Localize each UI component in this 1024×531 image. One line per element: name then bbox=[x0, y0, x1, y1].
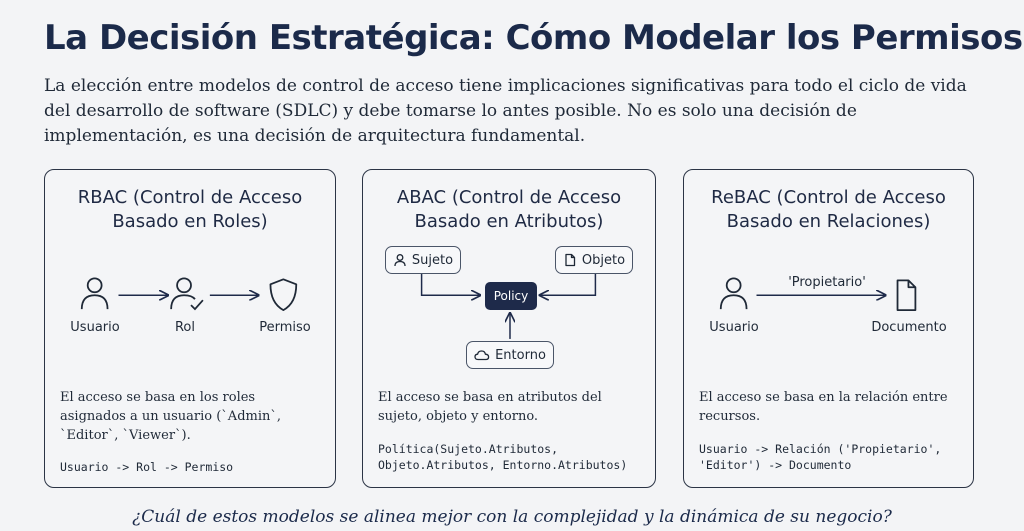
rebac-node-user: Usuario bbox=[709, 320, 759, 335]
rbac-node-permission: Permiso bbox=[259, 320, 311, 335]
intro-paragraph: La elección entre modelos de control de acceso tiene implicaciones significativas para todo el ciclo de vida del desarrollo de software (SDLC) y debe tomarse lo antes posible. No es solo una decisión de implementación, es una decisión de arquitectura fundamental. bbox=[44, 76, 967, 146]
abac-subject-label: Sujeto bbox=[411, 252, 454, 268]
abac-policy-box: Policy bbox=[485, 282, 537, 310]
closing-question: ¿Cuál de estos modelos se alinea mejor con la complejidad y la dinámica de su negocio? bbox=[132, 507, 892, 527]
rbac-node-role: Rol bbox=[174, 320, 195, 335]
rebac-title-line1: ReBAC (Control de Acceso bbox=[711, 187, 946, 208]
arrow-subject-to-policy bbox=[422, 273, 481, 295]
page-title: La Decisión Estratégica: Cómo Modelar los Permisos bbox=[44, 18, 1023, 58]
abac-code: Política(Sujeto.Atributos, Objeto.Atributos, Entorno.Atributos) bbox=[378, 442, 628, 472]
abac-description: El acceso se basa en atributos del sujeto, objeto y entorno. bbox=[378, 390, 602, 424]
rbac-title-line1: RBAC (Control de Acceso bbox=[77, 187, 303, 208]
abac-title-line1: ABAC (Control de Acceso bbox=[396, 187, 622, 208]
abac-object-box bbox=[555, 246, 633, 274]
rbac-description: El acceso se basa en los roles asignados a un usuario (`Admin`, `Editor`, `Viewer`). bbox=[60, 390, 282, 443]
abac-diagram bbox=[363, 170, 655, 487]
arrow-object-to-policy bbox=[540, 273, 596, 295]
rebac-description: El acceso se basa en la relación entre recursos. bbox=[699, 390, 948, 424]
document-icon bbox=[898, 280, 916, 310]
abac-subject-box bbox=[385, 246, 461, 274]
user-icon bbox=[721, 278, 747, 309]
shield-icon bbox=[270, 279, 296, 310]
rbac-card bbox=[44, 169, 336, 488]
user-check-icon bbox=[171, 278, 203, 309]
abac-card bbox=[362, 169, 656, 488]
rebac-code: Usuario -> Relación ('Propietario', 'Editor') -> Documento bbox=[699, 442, 942, 472]
rbac-title-line2: Basado en Roles) bbox=[112, 211, 268, 232]
user-icon bbox=[393, 253, 407, 267]
rbac-code: Usuario -> Rol -> Permiso bbox=[60, 460, 234, 474]
user-icon bbox=[82, 278, 108, 309]
abac-object-label: Objeto bbox=[581, 252, 626, 268]
rebac-title-line2: Basado en Relaciones) bbox=[726, 211, 931, 232]
document-icon bbox=[563, 253, 577, 267]
abac-environment-label: Entorno bbox=[495, 347, 546, 363]
abac-title-line2: Basado en Atributos) bbox=[414, 211, 604, 232]
cloud-icon bbox=[474, 348, 490, 362]
abac-environment-box bbox=[466, 341, 554, 369]
rebac-relation-label: 'Propietario' bbox=[788, 275, 866, 290]
rebac-card bbox=[683, 169, 974, 488]
rebac-node-document: Documento bbox=[871, 320, 947, 335]
rbac-node-user: Usuario bbox=[70, 320, 120, 335]
